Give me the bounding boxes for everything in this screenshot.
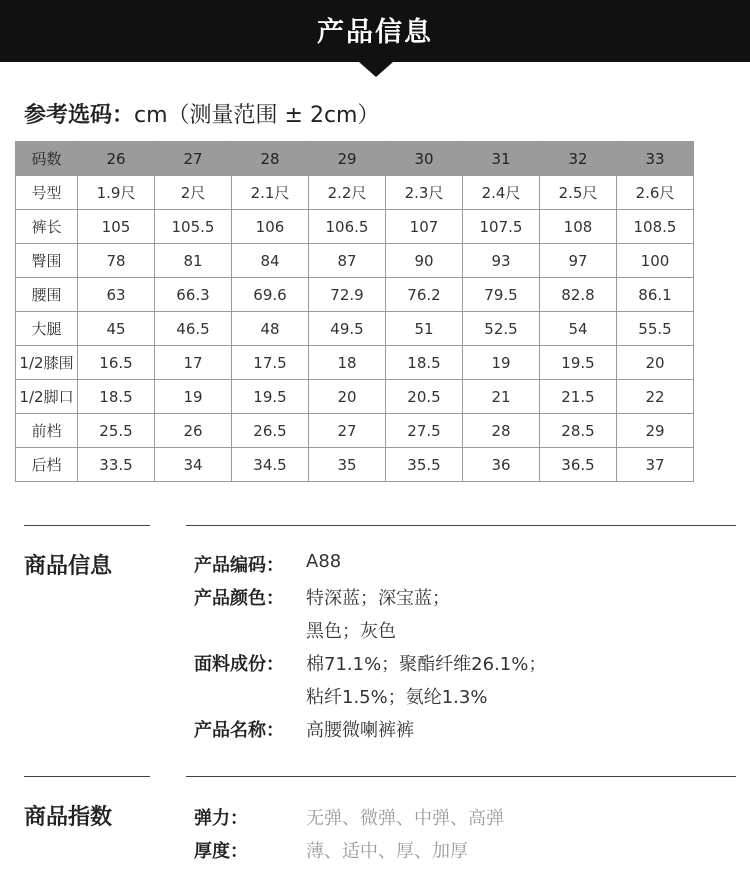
product-code-value: A88	[306, 551, 342, 572]
table-row	[16, 176, 694, 210]
table-cell: 34.5	[232, 448, 309, 482]
table-cell: 55.5	[617, 312, 694, 346]
table-cell: 34	[155, 448, 232, 482]
product-info-title: 商品信息	[24, 554, 113, 579]
table-cell: 107	[386, 210, 463, 244]
product-code-label: 产品编码：	[194, 555, 284, 576]
table-cell: 17.5	[232, 346, 309, 380]
table-cell: 17	[155, 346, 232, 380]
product-name-value: 高腰微喇裤裤	[306, 720, 414, 741]
table-cell: 76.2	[386, 278, 463, 312]
table-cell: 36	[463, 448, 540, 482]
row-label-cell: 后档	[16, 448, 78, 482]
table-cell: 37	[617, 448, 694, 482]
table-cell: 21	[463, 380, 540, 414]
table-cell: 105.5	[155, 210, 232, 244]
table-cell: 46.5	[155, 312, 232, 346]
table-cell: 90	[386, 244, 463, 278]
table-cell: 26	[155, 414, 232, 448]
row-label-cell: 臀围	[16, 244, 78, 278]
table-cell: 2.4尺	[463, 176, 540, 210]
table-cell: 29	[617, 414, 694, 448]
header-cell: 28	[232, 142, 309, 176]
section-divider-left	[24, 525, 150, 526]
table-cell: 106.5	[309, 210, 386, 244]
header-cell: 30	[386, 142, 463, 176]
table-cell: 26.5	[232, 414, 309, 448]
table-cell: 2.2尺	[309, 176, 386, 210]
table-cell: 1.9尺	[78, 176, 155, 210]
size-note-label: 参考选码：	[24, 103, 135, 128]
table-cell: 19.5	[540, 346, 617, 380]
product-color-value-1: 特深蓝；深宝蓝；	[306, 588, 450, 609]
row-label-cell: 前档	[16, 414, 78, 448]
table-cell: 35	[309, 448, 386, 482]
table-cell: 28	[463, 414, 540, 448]
size-table	[15, 141, 694, 482]
table-cell: 82.8	[540, 278, 617, 312]
table-cell: 108	[540, 210, 617, 244]
table-cell: 19	[155, 380, 232, 414]
table-cell: 20	[309, 380, 386, 414]
table-cell: 33.5	[78, 448, 155, 482]
banner-notch	[359, 62, 393, 77]
table-cell: 2尺	[155, 176, 232, 210]
table-row	[16, 278, 694, 312]
header-cell: 31	[463, 142, 540, 176]
section-divider-right	[186, 525, 736, 526]
header-cell: 码数	[16, 142, 78, 176]
row-label-cell: 1/2膝围	[16, 346, 78, 380]
table-cell: 27	[309, 414, 386, 448]
product-code-row	[194, 551, 341, 577]
table-row	[16, 312, 694, 346]
header-cell: 27	[155, 142, 232, 176]
material-value-1: 棉71.1%；聚酯纤维26.1%；	[306, 654, 547, 675]
size-note	[24, 98, 380, 129]
table-cell: 52.5	[463, 312, 540, 346]
section-divider-right	[186, 776, 736, 777]
section-divider-left	[24, 776, 150, 777]
table-cell: 19.5	[232, 380, 309, 414]
table-cell: 48	[232, 312, 309, 346]
row-label-cell: 裤长	[16, 210, 78, 244]
table-cell: 93	[463, 244, 540, 278]
size-table-body	[16, 176, 694, 482]
material-value-2: 粘纤1.5%；氨纶1.3%	[306, 687, 488, 708]
table-cell: 78	[78, 244, 155, 278]
size-table-header	[16, 142, 694, 176]
table-cell: 79.5	[463, 278, 540, 312]
table-cell: 18	[309, 346, 386, 380]
material-label: 面料成份：	[194, 654, 284, 675]
elasticity-label: 弹力：	[194, 808, 248, 829]
table-cell: 97	[540, 244, 617, 278]
table-cell: 2.3尺	[386, 176, 463, 210]
row-label-cell: 大腿	[16, 312, 78, 346]
header-cell: 33	[617, 142, 694, 176]
table-cell: 21.5	[540, 380, 617, 414]
header-cell: 26	[78, 142, 155, 176]
product-color-row	[194, 584, 450, 610]
table-cell: 27.5	[386, 414, 463, 448]
material-row-2	[194, 683, 487, 709]
table-cell: 45	[78, 312, 155, 346]
table-cell: 106	[232, 210, 309, 244]
table-cell: 108.5	[617, 210, 694, 244]
table-cell: 63	[78, 278, 155, 312]
table-cell: 22	[617, 380, 694, 414]
product-index-title: 商品指数	[24, 805, 113, 830]
product-color-row-2	[194, 617, 396, 643]
table-row	[16, 414, 694, 448]
material-row	[194, 650, 546, 676]
table-cell: 72.9	[309, 278, 386, 312]
thickness-options: 薄、适中、厚、加厚	[306, 841, 468, 862]
table-row	[16, 210, 694, 244]
table-cell: 51	[386, 312, 463, 346]
table-cell: 20.5	[386, 380, 463, 414]
table-cell: 19	[463, 346, 540, 380]
product-color-value-2: 黑色；灰色	[306, 621, 396, 642]
table-cell: 2.1尺	[232, 176, 309, 210]
table-cell: 25.5	[78, 414, 155, 448]
table-cell: 18.5	[386, 346, 463, 380]
thickness-row	[194, 837, 468, 863]
row-label-cell: 腰围	[16, 278, 78, 312]
table-cell: 84	[232, 244, 309, 278]
table-cell: 35.5	[386, 448, 463, 482]
table-cell: 54	[540, 312, 617, 346]
table-cell: 49.5	[309, 312, 386, 346]
table-cell: 36.5	[540, 448, 617, 482]
elasticity-row	[194, 804, 504, 830]
table-cell: 2.6尺	[617, 176, 694, 210]
size-note-text: cm（测量范围 ± 2cm）	[134, 103, 380, 128]
row-label-cell: 1/2脚口	[16, 380, 78, 414]
table-cell: 100	[617, 244, 694, 278]
table-cell: 81	[155, 244, 232, 278]
row-label-cell: 号型	[16, 176, 78, 210]
banner-title: 产品信息	[317, 17, 433, 48]
table-row	[16, 346, 694, 380]
product-name-row	[194, 716, 414, 742]
table-cell: 69.6	[232, 278, 309, 312]
table-row	[16, 380, 694, 414]
table-cell: 107.5	[463, 210, 540, 244]
banner	[0, 0, 750, 62]
product-color-label: 产品颜色：	[194, 588, 284, 609]
table-cell: 66.3	[155, 278, 232, 312]
thickness-label: 厚度：	[194, 841, 248, 862]
header-cell: 29	[309, 142, 386, 176]
elasticity-options: 无弹、微弹、中弹、高弹	[306, 808, 504, 829]
table-cell: 2.5尺	[540, 176, 617, 210]
table-cell: 20	[617, 346, 694, 380]
table-row	[16, 244, 694, 278]
table-cell: 28.5	[540, 414, 617, 448]
table-cell: 86.1	[617, 278, 694, 312]
product-name-label: 产品名称：	[194, 720, 284, 741]
table-cell: 105	[78, 210, 155, 244]
table-cell: 18.5	[78, 380, 155, 414]
table-cell: 87	[309, 244, 386, 278]
table-row	[16, 448, 694, 482]
header-cell: 32	[540, 142, 617, 176]
table-cell: 16.5	[78, 346, 155, 380]
